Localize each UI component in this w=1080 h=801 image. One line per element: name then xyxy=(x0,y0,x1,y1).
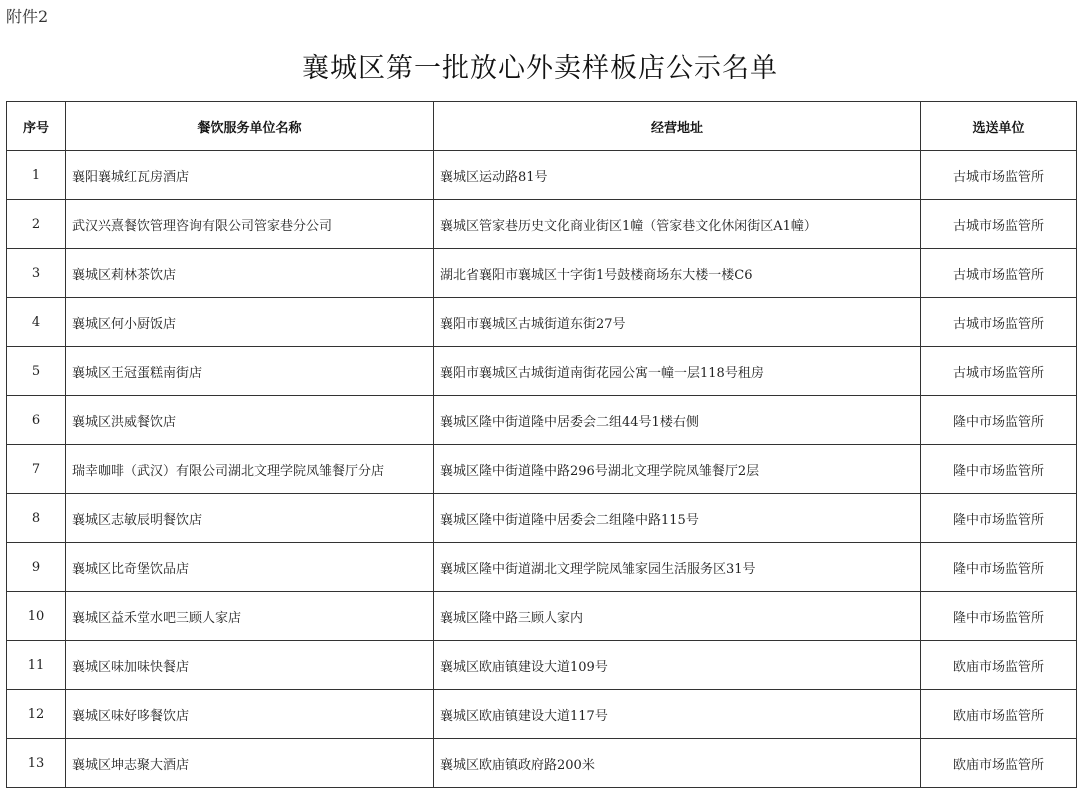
cell-seq: 4 xyxy=(7,298,66,347)
header-address: 经营地址 xyxy=(434,102,921,151)
cell-seq: 3 xyxy=(7,249,66,298)
table-row xyxy=(7,445,1077,494)
header-name: 餐饮服务单位名称 xyxy=(66,102,434,151)
table-row xyxy=(7,151,1077,200)
table-row xyxy=(7,200,1077,249)
cell-shop-name: 襄城区坤志聚大酒店 xyxy=(66,739,434,788)
table-row xyxy=(7,298,1077,347)
cell-shop-name: 襄城区益禾堂水吧三顾人家店 xyxy=(66,592,434,641)
cell-unit: 隆中市场监管所 xyxy=(921,592,1077,641)
cell-address: 襄阳市襄城区古城街道东街27号 xyxy=(434,298,921,347)
page-title: 襄城区第一批放心外卖样板店公示名单 xyxy=(302,53,778,84)
cell-unit: 隆中市场监管所 xyxy=(921,396,1077,445)
cell-seq: 2 xyxy=(7,200,66,249)
cell-unit: 古城市场监管所 xyxy=(921,200,1077,249)
cell-address: 襄城区隆中街道隆中居委会二组隆中路115号 xyxy=(434,494,921,543)
cell-seq: 1 xyxy=(7,151,66,200)
table-row xyxy=(7,641,1077,690)
table-row xyxy=(7,249,1077,298)
cell-address: 襄阳市襄城区古城街道南街花园公寓一幢一层118号租房 xyxy=(434,347,921,396)
cell-shop-name: 襄城区味好哆餐饮店 xyxy=(66,690,434,739)
cell-shop-name: 襄城区志敏辰明餐饮店 xyxy=(66,494,434,543)
cell-address: 襄城区隆中街道隆中居委会二组44号1楼右侧 xyxy=(434,396,921,445)
table-row xyxy=(7,494,1077,543)
cell-address: 襄城区欧庙镇建设大道117号 xyxy=(434,690,921,739)
cell-unit: 古城市场监管所 xyxy=(921,298,1077,347)
cell-unit: 欧庙市场监管所 xyxy=(921,690,1077,739)
cell-unit: 欧庙市场监管所 xyxy=(921,641,1077,690)
cell-address: 襄城区欧庙镇建设大道109号 xyxy=(434,641,921,690)
cell-unit: 隆中市场监管所 xyxy=(921,494,1077,543)
cell-shop-name: 武汉兴熹餐饮管理咨询有限公司管家巷分公司 xyxy=(66,200,434,249)
cell-unit: 欧庙市场监管所 xyxy=(921,739,1077,788)
cell-shop-name: 襄城区王冠蛋糕南街店 xyxy=(66,347,434,396)
cell-address: 襄城区隆中街道隆中路296号湖北文理学院凤雏餐厅2层 xyxy=(434,445,921,494)
cell-shop-name: 襄城区味加味快餐店 xyxy=(66,641,434,690)
table-row xyxy=(7,690,1077,739)
cell-shop-name: 襄城区莉林茶饮店 xyxy=(66,249,434,298)
cell-address: 襄城区隆中街道湖北文理学院凤雏家园生活服务区31号 xyxy=(434,543,921,592)
cell-shop-name: 襄城区洪威餐饮店 xyxy=(66,396,434,445)
table-row xyxy=(7,543,1077,592)
table-row xyxy=(7,592,1077,641)
header-seq: 序号 xyxy=(7,102,66,151)
cell-address: 湖北省襄阳市襄城区十字街1号鼓楼商场东大楼一楼C6 xyxy=(434,249,921,298)
cell-unit: 古城市场监管所 xyxy=(921,249,1077,298)
cell-unit: 隆中市场监管所 xyxy=(921,445,1077,494)
cell-address: 襄城区欧庙镇政府路200米 xyxy=(434,739,921,788)
cell-shop-name: 襄城区何小厨饭店 xyxy=(66,298,434,347)
cell-address: 襄城区管家巷历史文化商业街区1幢（管家巷文化休闲街区A1幢） xyxy=(434,200,921,249)
table-body xyxy=(7,151,1077,788)
cell-seq: 13 xyxy=(7,739,66,788)
cell-address: 襄城区隆中路三顾人家内 xyxy=(434,592,921,641)
cell-seq: 9 xyxy=(7,543,66,592)
cell-seq: 5 xyxy=(7,347,66,396)
table-row xyxy=(7,396,1077,445)
attachment-label: 附件2 xyxy=(6,7,49,26)
header-unit: 选送单位 xyxy=(921,102,1077,151)
cell-unit: 古城市场监管所 xyxy=(921,151,1077,200)
cell-seq: 12 xyxy=(7,690,66,739)
cell-shop-name: 襄阳襄城红瓦房酒店 xyxy=(66,151,434,200)
table-row xyxy=(7,347,1077,396)
cell-seq: 6 xyxy=(7,396,66,445)
cell-seq: 7 xyxy=(7,445,66,494)
cell-shop-name: 瑞幸咖啡（武汉）有限公司湖北文理学院凤雏餐厅分店 xyxy=(66,445,434,494)
table-row xyxy=(7,739,1077,788)
shop-list-table xyxy=(6,101,1077,788)
cell-seq: 8 xyxy=(7,494,66,543)
cell-unit: 隆中市场监管所 xyxy=(921,543,1077,592)
cell-seq: 10 xyxy=(7,592,66,641)
cell-unit: 古城市场监管所 xyxy=(921,347,1077,396)
cell-shop-name: 襄城区比奇堡饮品店 xyxy=(66,543,434,592)
cell-address: 襄城区运动路81号 xyxy=(434,151,921,200)
table-header-row xyxy=(7,102,1077,151)
cell-seq: 11 xyxy=(7,641,66,690)
